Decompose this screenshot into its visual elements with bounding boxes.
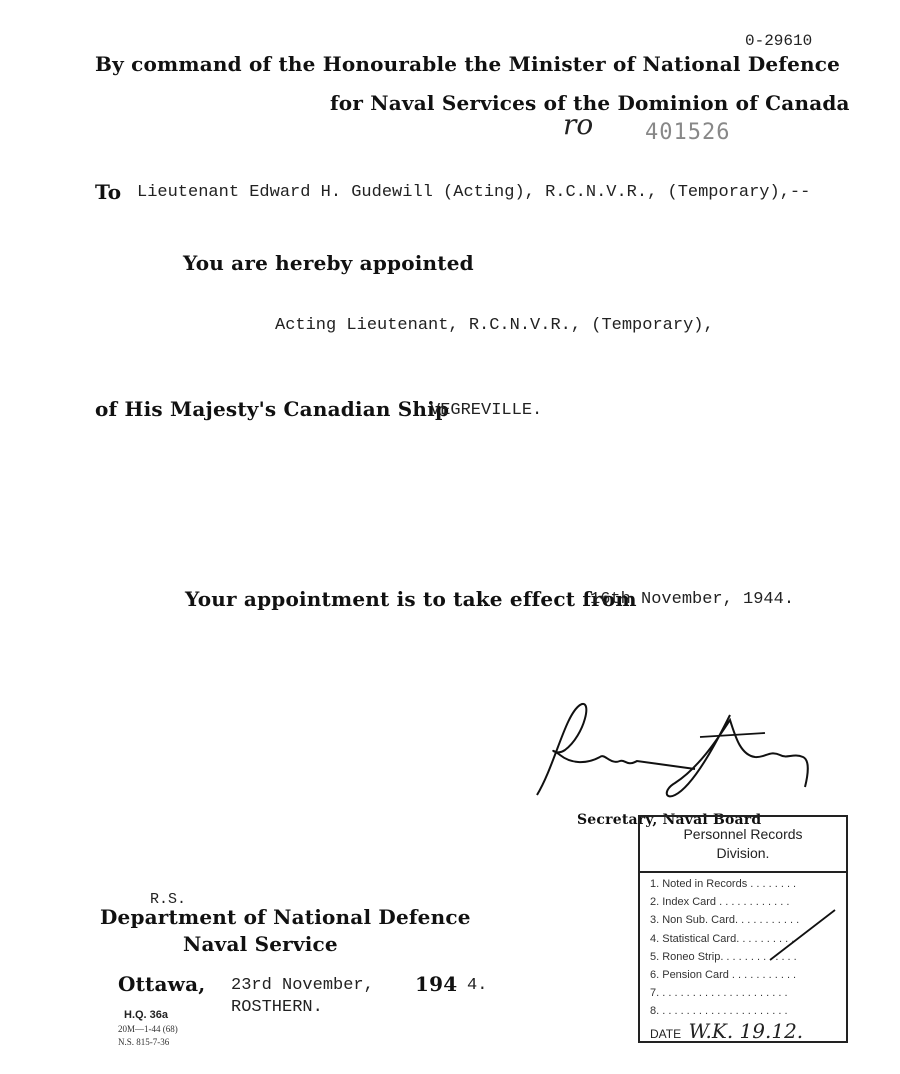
initials: R.S.: [150, 891, 187, 908]
stamp-item: 3. Non Sub. Card. . . . . . . . . . .: [650, 914, 800, 927]
ship-footer: ROSTHERN.: [231, 998, 323, 1017]
appointed-label: You are hereby appointed: [183, 251, 474, 275]
stamp-date-row: [650, 1019, 803, 1043]
personnel-records-stamp: [638, 815, 848, 1043]
stamp-item: 6. Pension Card . . . . . . . . . . .: [650, 968, 797, 981]
appointed-rank: Acting Lieutenant, R.C.N.V.R., (Temporary),: [275, 316, 714, 335]
stamp-date-handwritten: W.K. 19.12.: [688, 1019, 804, 1043]
effect-date: 16th November, 1944.: [590, 590, 795, 609]
stamp-date-label: DATE: [650, 1027, 682, 1041]
date-typed: 23rd November,: [231, 976, 374, 995]
city: Ottawa,: [118, 972, 206, 996]
year-printed: 194: [415, 972, 458, 996]
effect-label: Your appointment is to take effect from: [185, 587, 637, 611]
stamp-header: [640, 825, 846, 863]
stamp-item: 5. Roneo Strip. . . . . . . . . . . . .: [650, 950, 797, 963]
stamp-title-line-2: Division.: [716, 845, 770, 861]
department-line-2: Naval Service: [183, 932, 338, 956]
ship-prefix: of His Majesty's Canadian Ship: [95, 397, 450, 421]
stamp-item: 4. Statistical Card. . . . . . . . . .: [650, 932, 795, 945]
file-number: 0-29610: [745, 32, 813, 50]
year-suffix: 4.: [467, 976, 488, 995]
stamp-divider: [640, 871, 846, 873]
signatory-title: Secretary, Naval Board: [577, 812, 762, 828]
stamp-item: 8. . . . . . . . . . . . . . . . . . . . . .: [650, 1005, 788, 1018]
command-line-1: By command of the Honourable the Minister of National Defence: [95, 52, 841, 76]
form-line-3: N.S. 815-7-36: [118, 1037, 170, 1047]
recipient-line: Lieutenant Edward H. Gudewill (Acting), R.C.N.V.R., (Temporary),--: [137, 183, 811, 202]
stamp-item: 2. Index Card . . . . . . . . . . . .: [650, 896, 790, 909]
form-line-2: 20M—1-44 (68): [118, 1024, 178, 1034]
command-line-2: for Naval Services of the Dominion of Canada: [330, 91, 850, 115]
ship-name: VEGREVILLE.: [430, 401, 543, 420]
handwritten-stamp-mark: ro: [563, 108, 594, 141]
signature-image: [525, 695, 825, 805]
stamp-title-line-1: Personnel Records: [683, 826, 803, 842]
department-line-1: Department of National Defence: [100, 905, 471, 929]
form-code: H.Q. 36a: [124, 1009, 169, 1021]
stamp-item: 7. . . . . . . . . . . . . . . . . . . . . .: [650, 987, 788, 1000]
stamp-item: 1. Noted in Records . . . . . . . .: [650, 878, 797, 890]
to-label: To: [95, 180, 122, 204]
official-number: 401526: [645, 120, 731, 145]
check-slash-mark: [765, 905, 840, 965]
